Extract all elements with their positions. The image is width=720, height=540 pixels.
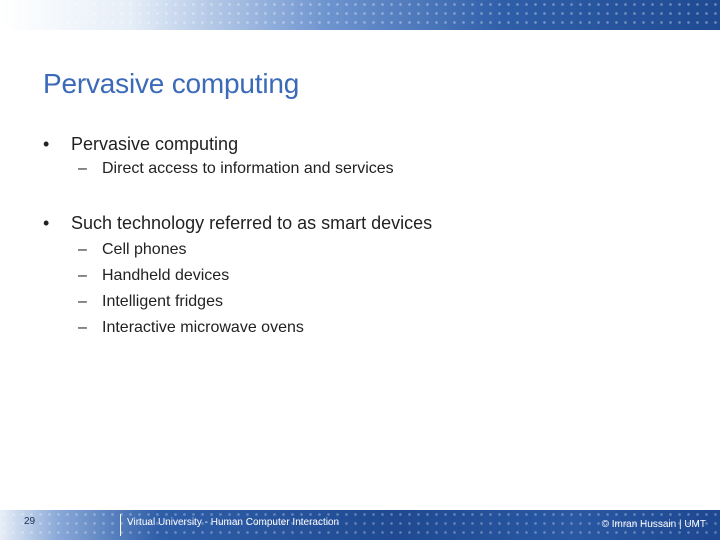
sub-item (78, 241, 187, 259)
slide-title: Pervasive computing (43, 68, 300, 99)
sub-item-text: Cell phones (102, 241, 187, 258)
sub-item-text: Handheld devices (102, 267, 230, 284)
header-bar (0, 0, 720, 30)
bullet-item (43, 213, 432, 234)
footer-bar (0, 510, 720, 540)
sub-item (78, 319, 304, 337)
bullet-marker: • (43, 134, 50, 154)
copyright-text: © Imran Hussain | UMT (601, 519, 706, 530)
bullet-text: Such technology referred to as smart devices (71, 213, 433, 233)
dash-marker: – (78, 319, 87, 336)
sub-item (78, 293, 223, 311)
sub-item (78, 160, 394, 178)
bullet-text: Pervasive computing (71, 134, 239, 154)
bullet-item (43, 134, 238, 155)
dash-marker: – (78, 241, 87, 258)
dash-marker: – (78, 160, 87, 177)
page-number: 29 (24, 516, 36, 527)
course-title: Virtual University - Human Computer Interaction (127, 517, 340, 528)
sub-item-text: Intelligent fridges (102, 293, 223, 310)
sub-item-text: Interactive microwave ovens (102, 319, 304, 336)
dot-pattern (0, 0, 720, 30)
dash-marker: – (78, 293, 87, 310)
bullet-marker: • (43, 213, 50, 233)
dash-marker: – (78, 267, 87, 284)
footer-divider (120, 514, 121, 536)
sub-item-text: Direct access to information and services (102, 160, 394, 177)
sub-item (78, 267, 229, 285)
